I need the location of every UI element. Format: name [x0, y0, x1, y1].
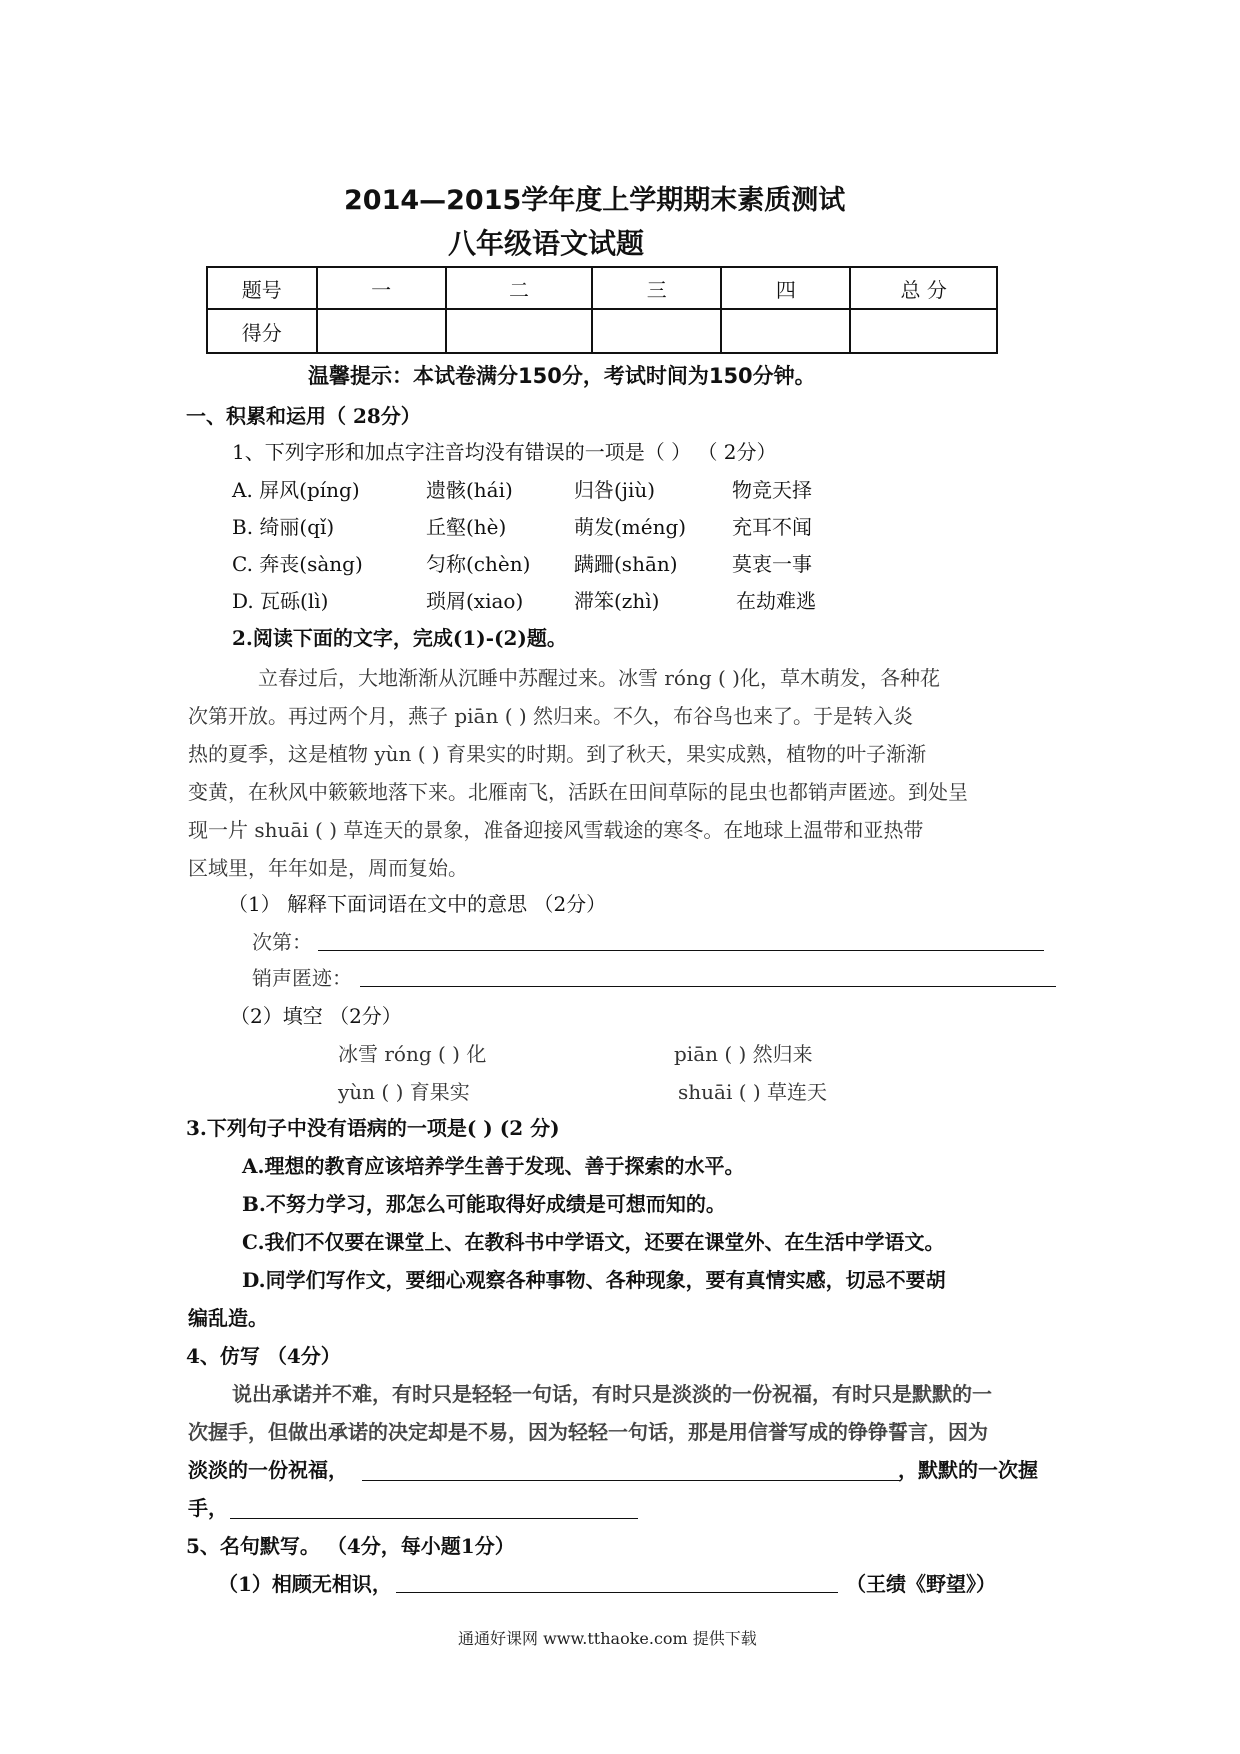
score-input-cell[interactable] [850, 309, 997, 353]
answer-line-imitation-1[interactable] [362, 1480, 900, 1481]
passage-line: 次第开放。再过两个月，燕子 piān ( ) 然归来。不久，布谷鸟也来了。于是转入炎 [188, 704, 914, 728]
question-5-stem: 5、名句默写。 （4分，每小题1分） [186, 1534, 515, 1558]
score-table-cell: 三 [592, 267, 721, 309]
score-table-cell: 二 [446, 267, 593, 309]
option-b-word3: 萌发(méng) [574, 515, 687, 539]
passage-line: 立春过后，大地渐渐从沉睡中苏醒过来。冰雪 róng ( )化，草木萌发，各种花 [258, 666, 940, 690]
question-2-stem: 2.阅读下面的文字，完成(1)-(2)题。 [232, 626, 567, 650]
score-input-cell[interactable] [721, 309, 850, 353]
score-table-score-row [207, 309, 997, 353]
option-b-word1: B. 绮丽(qǐ) [232, 515, 335, 539]
option-a-word4: 物竞天择 [732, 478, 812, 502]
score-table-cell: 题号 [207, 267, 317, 309]
fill-yun[interactable]: yùn ( ) 育果实 [338, 1080, 470, 1104]
option-d-word4: 在劫难逃 [736, 589, 816, 613]
option-b-word2: 丘壑(hè) [426, 515, 507, 539]
question-4-blank-end-prefix: 手， [188, 1496, 228, 1520]
score-input-cell[interactable] [317, 309, 446, 353]
question-5-item1-prefix: （1）相顾无相识， [218, 1572, 392, 1596]
question-4-line: 说出承诺并不难，有时只是轻轻一句话，有时只是淡淡的一份祝福，有时只是默默的一 [232, 1382, 992, 1406]
score-table-cell: 四 [721, 267, 850, 309]
option-d-word3: 滞笨(zhì) [574, 589, 660, 613]
option-c-word1: C. 奔丧(sàng) [232, 552, 363, 576]
question-2-sub2: （2）填空 （2分） [230, 1004, 402, 1028]
score-input-cell[interactable] [446, 309, 593, 353]
question-4-stem: 4、仿写 （4分） [186, 1344, 341, 1368]
answer-line-cidi[interactable] [318, 950, 1044, 951]
option-b-word4: 充耳不闻 [732, 515, 812, 539]
option-a-word3: 归咎(jiù) [574, 478, 656, 502]
word-label-cidi: 次第： [252, 930, 312, 954]
question-4-blank-prefix: 淡淡的一份祝福， [188, 1458, 348, 1482]
question-3-option-d: D.同学们写作文，要细心观察各种事物、各种现象，要有真情实感，切忌不要胡 [242, 1268, 946, 1292]
option-c-word3: 蹒跚(shān) [574, 552, 678, 576]
word-label-xiaoshengnizji: 销声匿迹： [252, 966, 352, 990]
score-table-cell: 得分 [207, 309, 317, 353]
answer-line-imitation-2[interactable] [230, 1518, 638, 1519]
fill-shuai[interactable]: shuāi ( ) 草连天 [678, 1080, 828, 1104]
score-table [206, 266, 998, 354]
passage-line: 区域里，年年如是，周而复始。 [188, 856, 468, 880]
page-footer: 通通好课网 www.tthaoke.com 提供下载 [458, 1629, 757, 1648]
answer-line-poem-1[interactable] [396, 1592, 838, 1593]
option-d-word2: 琐屑(xiao) [426, 589, 524, 613]
score-input-cell[interactable] [592, 309, 721, 353]
fill-pian[interactable]: piān ( ) 然归来 [674, 1042, 813, 1066]
question-4-blank-middle: ，默默的一次握 [898, 1458, 1038, 1482]
question-2-sub1: （1） 解释下面词语在文中的意思 （2分） [228, 892, 607, 916]
score-table-cell: 总 分 [850, 267, 997, 309]
option-c-word4: 莫衷一事 [732, 552, 812, 576]
question-3-option-c: C.我们不仅要在课堂上、在教科书中学语文，还要在课堂外、在生活中学语文。 [242, 1230, 945, 1254]
question-3-option-a: A.理想的教育应该培养学生善于发现、善于探索的水平。 [242, 1154, 745, 1178]
passage-line: 现一片 shuāi ( ) 草连天的景象，准备迎接风雪载途的寒冬。在地球上温带和亚热带 [188, 818, 924, 842]
option-c-word2: 匀称(chèn) [426, 552, 531, 576]
answer-line-xiaoshengniji[interactable] [360, 986, 1056, 987]
question-5-item1-suffix: （王绩《野望》） [846, 1572, 996, 1596]
option-d-word1: D. 瓦砾(lì) [232, 589, 329, 613]
question-4-line: 次握手，但做出承诺的决定却是不易，因为轻轻一句话，那是用信誉写成的铮铮誓言，因为 [188, 1420, 988, 1444]
question-3-stem: 3.下列句子中没有语病的一项是( ) (2 分) [186, 1116, 560, 1140]
passage-line: 变黄，在秋风中簌簌地落下来。北雁南飞，活跃在田间草际的昆虫也都销声匿迹。到处呈 [188, 780, 968, 804]
passage-line: 热的夏季，这是植物 yùn ( ) 育果实的时期。到了秋天，果实成熟，植物的叶子渐渐 [188, 742, 927, 766]
exam-title: 2014—2015学年度上学期期末素质测试 [344, 185, 846, 216]
question-1-stem: 1、下列字形和加点字注音均没有错误的一项是（ ） （ 2分） [232, 440, 777, 464]
exam-subtitle: 八年级语文试题 [448, 227, 645, 260]
exam-notice: 温馨提示：本试卷满分150分，考试时间为150分钟。 [308, 364, 816, 388]
score-table-cell: 一 [317, 267, 446, 309]
fill-rong[interactable]: 冰雪 róng ( ) 化 [338, 1042, 487, 1066]
question-3-option-b: B.不努力学习，那怎么可能取得好成绩是可想而知的。 [242, 1192, 726, 1216]
question-3-option-d-cont: 编乱造。 [188, 1306, 268, 1330]
score-table-header-row [207, 267, 997, 309]
section-title: 一、积累和运用（ 28分） [186, 404, 421, 428]
option-a-word1: A. 屏风(píng) [232, 478, 360, 502]
option-a-word2: 遗骸(hái) [426, 478, 513, 502]
